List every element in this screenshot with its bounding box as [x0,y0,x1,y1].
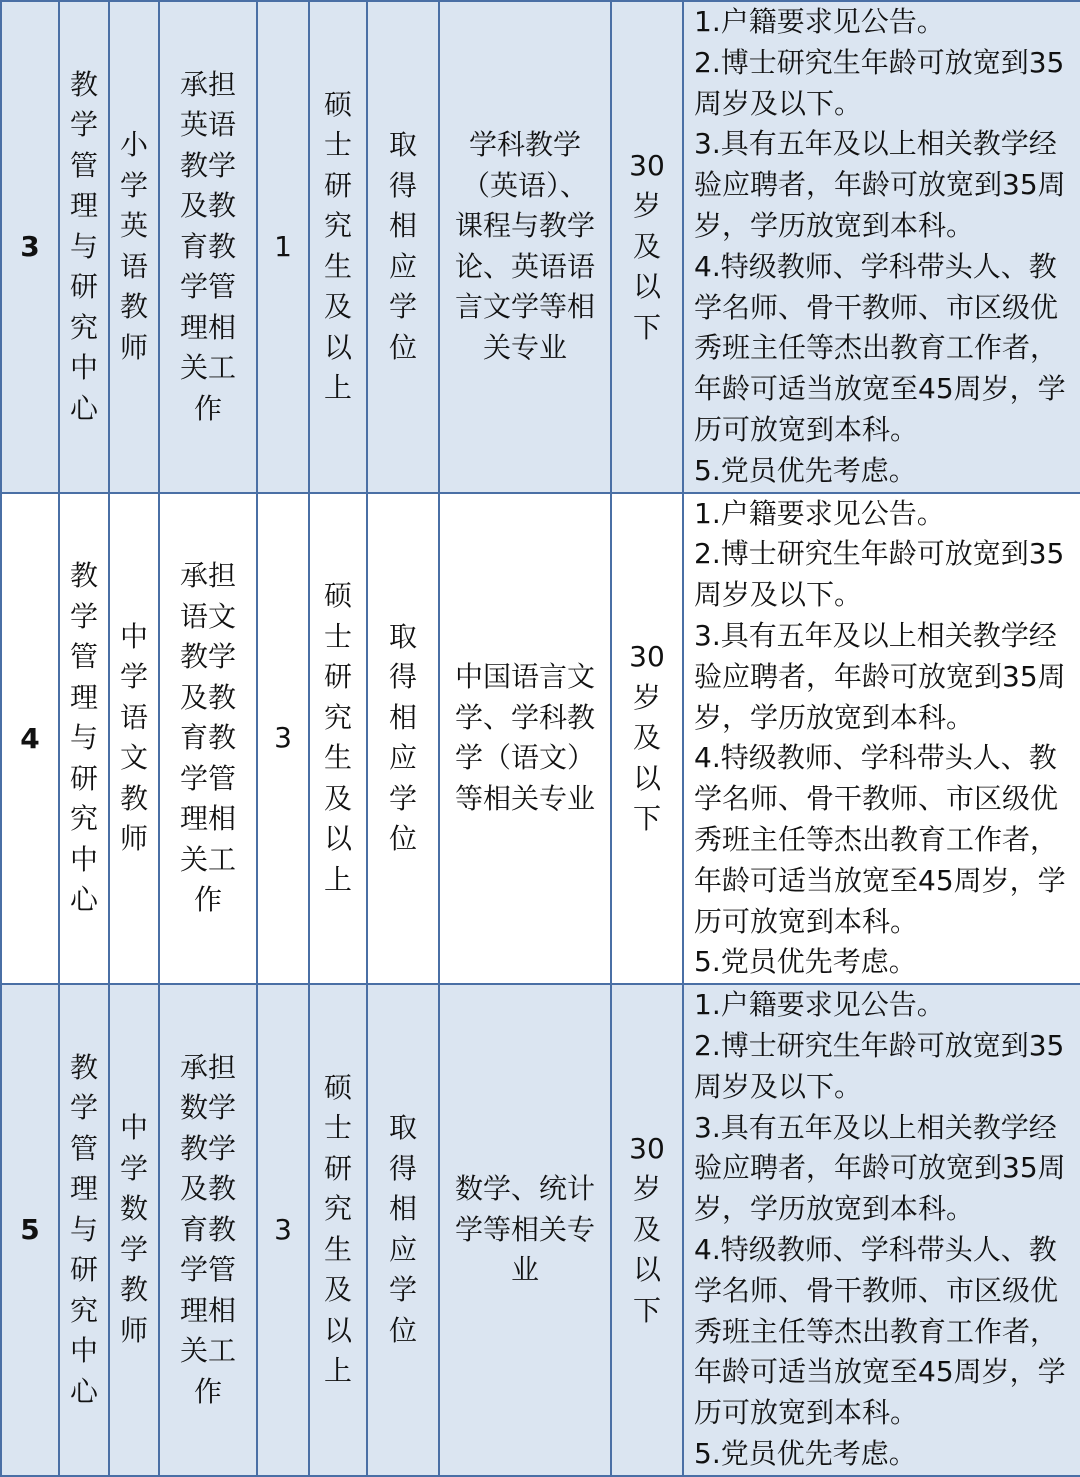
table-row [1,1,1080,493]
row-number-cell: 4 [1,493,59,985]
major-cell: 数学、统计学等相关专业 [439,984,611,1476]
education-cell: 硕士研究生及以上 [309,493,367,985]
major-cell: 中国语言文学、学科教学（语文）等相关专业 [439,493,611,985]
degree-cell: 取得相应学位 [367,493,439,985]
requirements-cell: 1.户籍要求见公告。 2.博士研究生年龄可放宽到35周岁及以下。 3.具有五年及以上相关教学经验应聘者，年龄可放宽到35周岁，学历放宽到本科。 4.特级教师、学科带头人、教学名师、骨干教师、市区级优秀班主任等杰出教育工作者，年龄可适当放宽至45周岁，学历可放宽到本科。 5.党员优先考虑。 [683,1,1080,493]
age-cell: 30 岁及以下 [611,493,683,985]
row-number-cell: 3 [1,1,59,493]
position-cell: 中学语文教师 [109,493,159,985]
count-cell: 3 [257,493,309,985]
duty-cell: 承担语文教学及教育教学管理相关工作 [159,493,257,985]
position-cell: 中学数学教师 [109,984,159,1476]
count-cell: 1 [257,1,309,493]
requirements-cell: 1.户籍要求见公告。 2.博士研究生年龄可放宽到35周岁及以下。 3.具有五年及以上相关教学经验应聘者，年龄可放宽到35周岁，学历放宽到本科。 4.特级教师、学科带头人、教学名师、骨干教师、市区级优秀班主任等杰出教育工作者，年龄可适当放宽至45周岁，学历可放宽到本科。 5.党员优先考虑。 [683,493,1080,985]
department-cell: 教学管理与研究中心 [59,493,109,985]
table-row [1,984,1080,1476]
degree-cell: 取得相应学位 [367,1,439,493]
age-cell: 30 岁及以下 [611,1,683,493]
row-number-cell: 5 [1,984,59,1476]
department-cell: 教学管理与研究中心 [59,984,109,1476]
duty-cell: 承担数学教学及教育教学管理相关工作 [159,984,257,1476]
education-cell: 硕士研究生及以上 [309,1,367,493]
education-cell: 硕士研究生及以上 [309,984,367,1476]
table-row [1,493,1080,985]
department-cell: 教学管理与研究中心 [59,1,109,493]
duty-cell: 承担英语教学及教育教学管理相关工作 [159,1,257,493]
major-cell: 学科教学（英语）、课程与教学论、英语语言文学等相关专业 [439,1,611,493]
count-cell: 3 [257,984,309,1476]
degree-cell: 取得相应学位 [367,984,439,1476]
position-cell: 小学英语教师 [109,1,159,493]
age-cell: 30 岁及以下 [611,984,683,1476]
requirements-cell: 1.户籍要求见公告。 2.博士研究生年龄可放宽到35周岁及以下。 3.具有五年及以上相关教学经验应聘者，年龄可放宽到35周岁，学历放宽到本科。 4.特级教师、学科带头人、教学名师、骨干教师、市区级优秀班主任等杰出教育工作者，年龄可适当放宽至45周岁，学历可放宽到本科。 5.党员优先考虑。 [683,984,1080,1476]
